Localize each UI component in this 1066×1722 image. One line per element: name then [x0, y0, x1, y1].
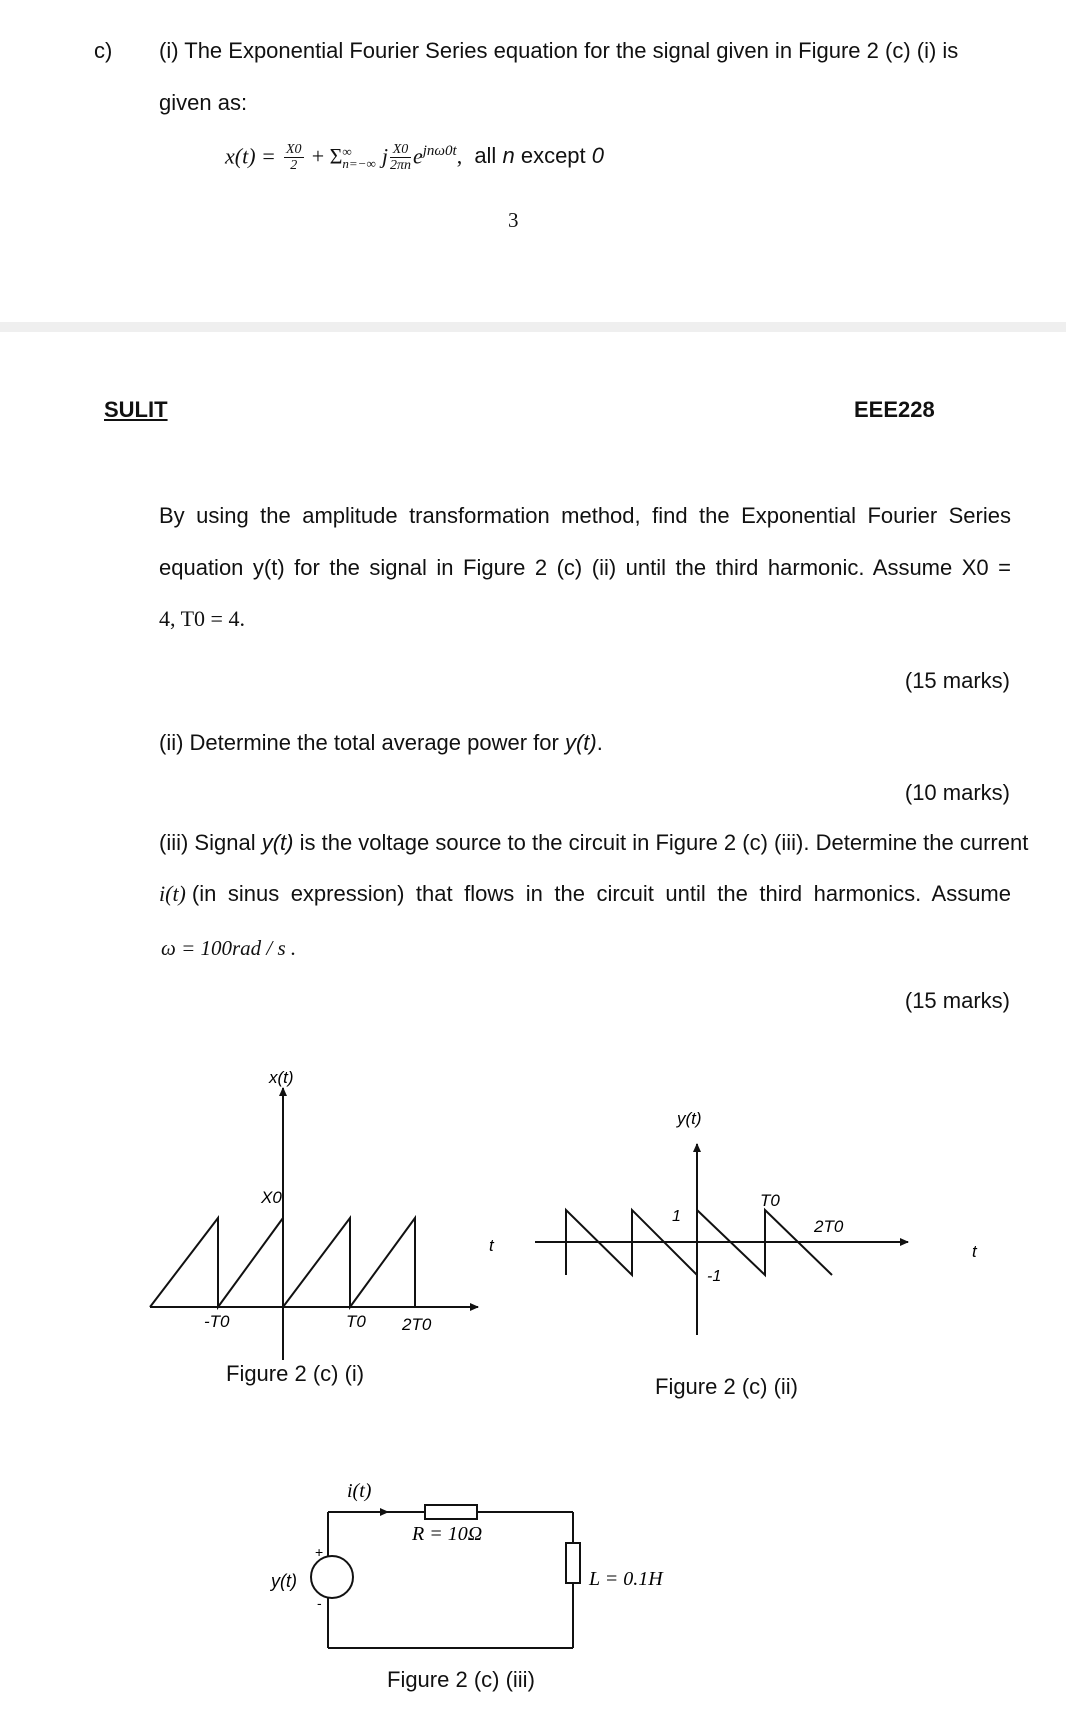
voltage-source-symbol: [311, 1556, 353, 1598]
sum-upper-limit: ∞: [342, 143, 352, 159]
fraction-1-numerator: X0: [286, 142, 302, 157]
equation-exponent: jnω0t: [422, 142, 457, 159]
condition-except: except: [520, 143, 586, 169]
fraction-1-denominator: 2: [290, 158, 298, 173]
para1-line3: 4, T0 = 4.: [159, 606, 245, 631]
header-course-code: EEE228: [854, 397, 935, 422]
question-ii-prefix: (ii) Determine the total average power for: [159, 730, 559, 755]
fig2-bottom-label: -1: [707, 1268, 722, 1285]
fig2-top-label: 1: [672, 1208, 681, 1225]
fig1-tick-neg-t0: -T0: [204, 1312, 230, 1331]
fraction-2-numerator: X0: [390, 142, 411, 158]
fig1-y-label: x(t): [269, 1068, 294, 1087]
condition-n: n: [502, 143, 515, 169]
fraction-2-denominator: 2πn: [389, 158, 411, 173]
sum-lower-limit: n=−∞: [342, 155, 376, 171]
fig3-caption: Figure 2 (c) (iii): [387, 1667, 535, 1692]
marks-3: (15 marks): [904, 988, 1010, 1013]
fig1-x-label: t: [489, 1236, 494, 1255]
source-minus-sign: -: [317, 1595, 322, 1611]
equation-summation: + Σ: [311, 143, 343, 169]
condition-zero: 0: [591, 143, 605, 169]
question-iii-line3: ω = 100rad / s .: [161, 936, 297, 960]
fig2-caption: Figure 2 (c) (ii): [655, 1374, 799, 1399]
fig1-caption: Figure 2 (c) (i): [226, 1361, 365, 1386]
fig1-amplitude-label: X0: [261, 1188, 282, 1207]
equation-exponential-base: e: [412, 143, 423, 169]
current-variable: i(t): [159, 881, 186, 906]
question-iii-line2-text: (in sinus expression) that flows in the circuit until the third harmonics. Assume: [191, 881, 1011, 906]
header-sulit: SULIT: [104, 397, 168, 422]
para1-line1: By using the amplitude transformation method, find the Exponential Fourier Series: [159, 503, 1011, 528]
marks-2: (10 marks): [904, 780, 1010, 805]
para1-line2: equation y(t) for the signal in Figure 2 (c) (ii) until the third harmonic. Assume X0 =: [159, 555, 1011, 580]
question-i-line1: (i) The Exponential Fourier Series equation for the signal given in Figure 2 (c) (i) is: [159, 38, 959, 63]
current-label: i(t): [347, 1480, 372, 1502]
inductor-symbol: [566, 1543, 580, 1583]
fig2-tick-t0: T0: [760, 1191, 780, 1210]
marks-1: (15 marks): [904, 668, 1010, 693]
resistor-label: R = 10Ω: [412, 1523, 483, 1545]
equation-comma: ,: [456, 143, 463, 169]
question-ii-variable: y(t): [564, 730, 597, 755]
figure-2c-ii: [535, 1144, 908, 1335]
part-label: c): [94, 38, 113, 63]
equation-j: j: [381, 143, 388, 169]
fig2-y-label: y(t): [677, 1109, 702, 1128]
inductor-label: L = 0.1H: [589, 1568, 663, 1590]
fig1-tick-t0: T0: [346, 1312, 366, 1331]
question-iii-variable: y(t): [261, 830, 294, 855]
question-i-line2: given as:: [159, 90, 248, 115]
question-iii-prefix: (iii) Signal: [159, 830, 256, 855]
condition-all: all: [474, 143, 497, 169]
source-plus-sign: +: [315, 1544, 324, 1560]
fig1-sawtooth-waveform: [150, 1218, 415, 1307]
resistor-symbol: [425, 1505, 477, 1519]
page-number: 3: [508, 208, 519, 232]
fig2-tick-2t0: 2T0: [814, 1217, 844, 1236]
fig1-tick-2t0: 2T0: [402, 1315, 432, 1334]
equation-lhs: x(t) =: [225, 143, 276, 169]
source-label: y(t): [271, 1571, 297, 1591]
question-iii-suffix: is the voltage source to the circuit in Figure 2 (c) (iii). Determine the current: [299, 830, 1029, 855]
question-ii-suffix: .: [596, 730, 603, 755]
fig2-x-label: t: [972, 1242, 977, 1261]
